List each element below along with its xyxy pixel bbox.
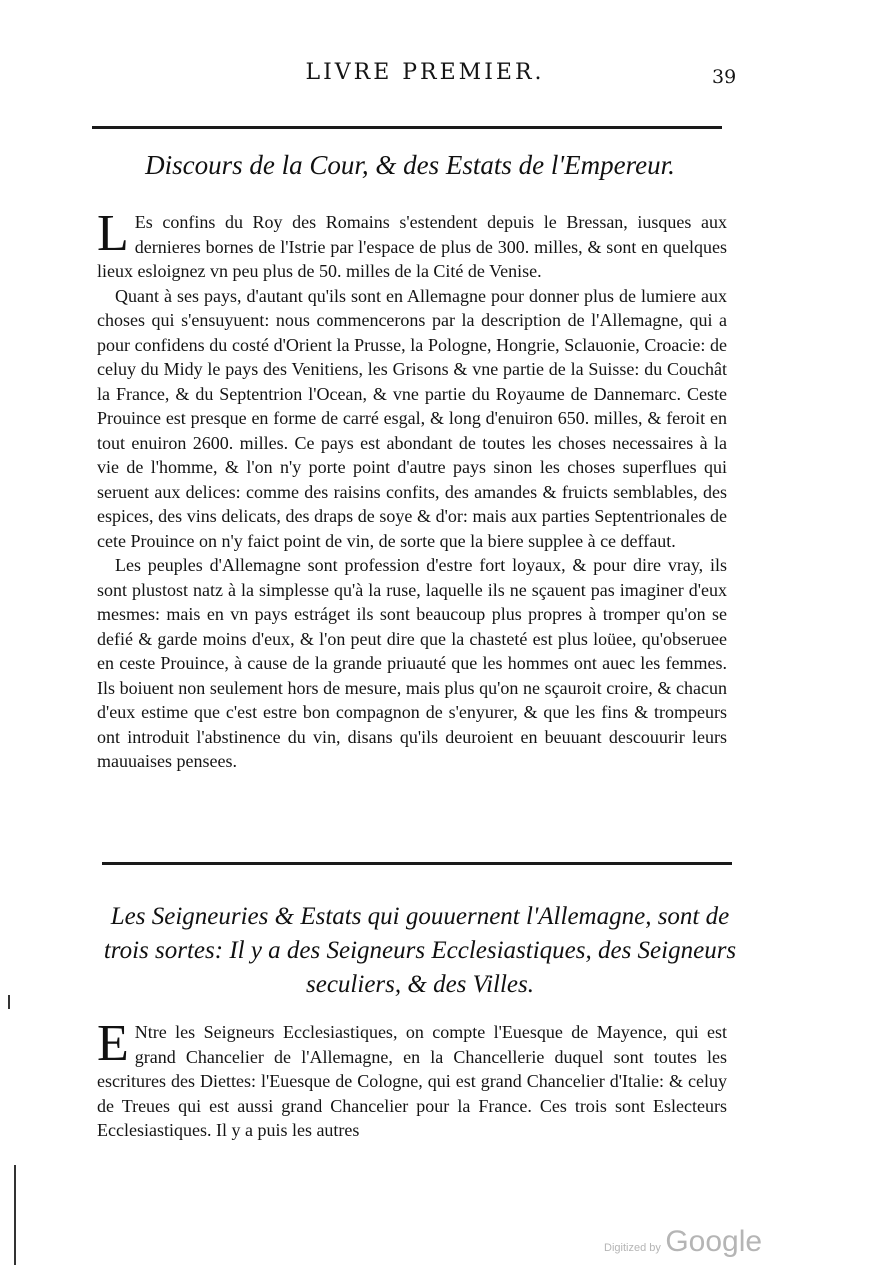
page-number: 39 bbox=[712, 66, 737, 88]
section-heading-2: Les Seigneuries & Estats qui gouuernent l'Allemagne, sont de trois sortes: Il y a des Seigneurs Ecclesiastiques, des Seigneurs seculiers, & des Villes. bbox=[103, 903, 737, 998]
paragraph-3: Les peuples d'Allemagne sont profession d'estre fort loyaux, & pour dire vray, ils sont plustost natz à la simplesse qu'à la ruse, laquelle ils ne sçauent pas imaginer d'eux mesmes: mais en vn pays estráget ils sont beaucoup plus propres à tromper qu'on se defié & garde moins d'eux, & l'on peut dire que la chasteté est plus loüee, qu'obseruee en ceste Prouince, à cause de la grande priuauté que les hommes ont auec les femmes. Ils boiuent non seulement hors de mesure, mais plus qu'on ne sçauroit croire, & chacun d'eux estime que c'est estre bon compagnon de s'enyurer, & que les fins & trompeurs ont introduit l'abstinence du vin, disans qu'ils deuroient en beuuant descouurir leurs mauuaises pensees. bbox=[97, 555, 727, 771]
paragraph-4 bbox=[97, 1015, 727, 1143]
paragraph-2: Quant à ses pays, d'autant qu'ils sont en Allemagne pour donner plus de lumiere aux choses qui s'ensuyuent: nous commencerons par la description de l'Allemagne, qui a pour confidens du costé d'Orient la Prusse, la Pologne, Hongrie, Sclauonie, Croacie: de celuy du Midy le pays des Venitiens, les Grisons & vne partie de la Suisse: du Couchât la France, & du Septentrion l'Ocean, & vne partie du Royaume de Dannemarc. Ceste Prouince est presque en forme de carré esgal, & long d'enuiron 650. milles, & feroit en tout enuiron 2600. milles. Ce pays est abondant de toutes les choses necessaires à la vie de l'homme, & l'on n'y porte point d'autre pays sinon les choses superflues qui seruent aux delices: comme des raisins confits, des amandes & fruicts semblables, des espices, des vins delicats, des draps de soye & d'or: mais aux parties Septentrionales de cete Prouince on n'y faict point de vin, de sorte que la biere supplee à ce deffaut. bbox=[97, 285, 727, 551]
paragraph-1-text: Es confins du Roy des Romains s'estendent depuis le Bressan, iusques aux dernieres bornes de l'Istrie par l'espace de plus de 300. milles, & sont en quelques lieux esloignez vn peu plus de 50. milles de la Cité de Venise. bbox=[97, 212, 727, 281]
section-2-body bbox=[97, 1015, 727, 1143]
section-heading-1: Discours de la Cour, & des Estats de l'Empereur. bbox=[145, 150, 675, 180]
section-divider-rule bbox=[102, 862, 732, 865]
drop-cap: E bbox=[97, 1015, 129, 1072]
digitized-watermark bbox=[604, 1225, 762, 1259]
running-header: LIVRE PREMIER. bbox=[305, 60, 545, 85]
section-1-body bbox=[97, 205, 727, 774]
google-logo: Google bbox=[665, 1225, 763, 1258]
paragraph-4-text: Ntre les Seigneurs Ecclesiastiques, on compte l'Euesque de Mayence, qui est grand Chancelier de l'Allemagne, en la Chancellerie duquel sont toutes les escritures des Diettes: l'Euesque de Cologne, qui est grand Chancelier d'Italie: & celuy de Treues qui est aussi grand Chancelier pour la France. Ces trois sont Eslecteurs Ecclesiastiques. Il y a puis les autres bbox=[97, 1022, 727, 1140]
top-rule bbox=[92, 126, 722, 129]
drop-cap: L bbox=[97, 205, 129, 262]
binding-edge-mark bbox=[14, 1165, 16, 1265]
paragraph-1 bbox=[97, 205, 727, 284]
watermark-prefix: Digitized by bbox=[604, 1242, 661, 1254]
margin-mark bbox=[8, 995, 10, 1009]
